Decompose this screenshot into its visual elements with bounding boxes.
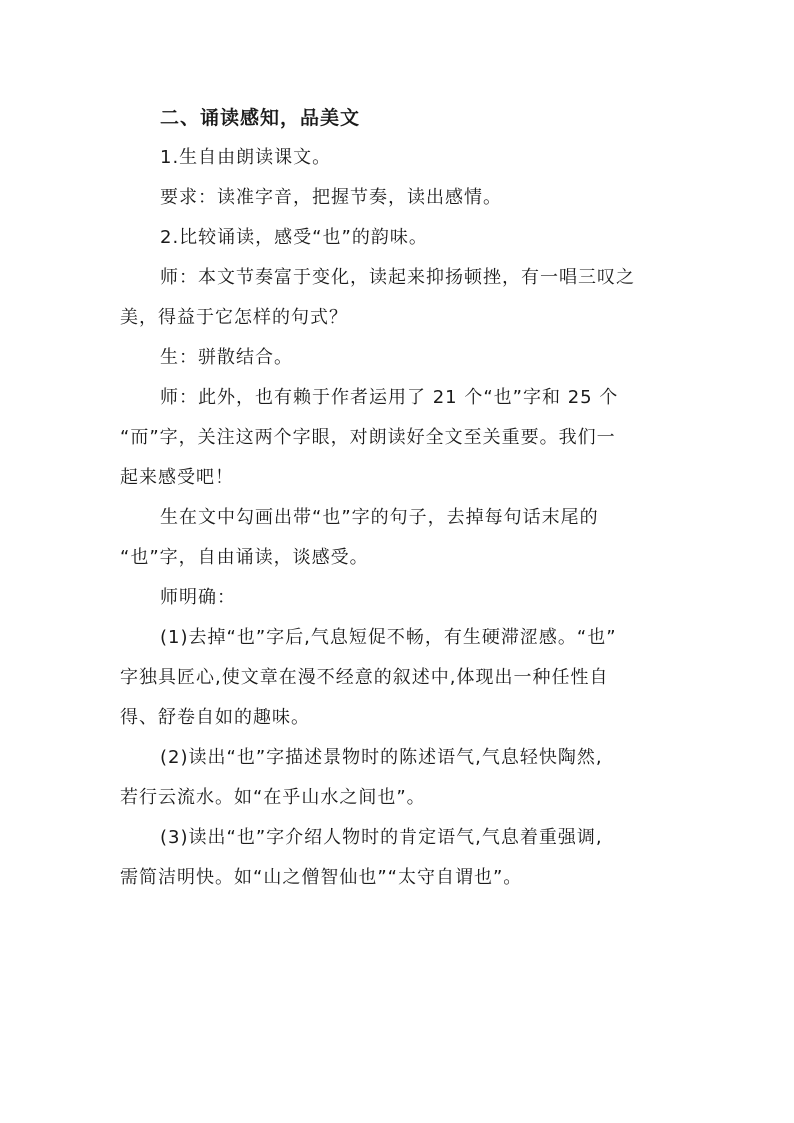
paragraph-teacher-remark <box>120 378 680 498</box>
text-line: 字独具匠心,使文章在漫不经意的叙述中,体现出一种任性自 <box>120 667 609 688</box>
paragraph-teacher-clarify <box>120 578 680 618</box>
text-line: 得、舒卷自如的趣味。 <box>120 707 310 728</box>
paragraph-activity <box>120 498 680 578</box>
section-heading: 二、诵读感知，品美文 <box>160 107 361 129</box>
paragraph-student-answer <box>120 338 680 378</box>
paragraph-point-2 <box>120 738 680 818</box>
paragraph-point-1 <box>120 618 680 738</box>
text-line: 师明确： <box>160 587 236 608</box>
paragraph-point-3 <box>120 818 680 898</box>
document-body <box>120 98 680 898</box>
text-line: (2)读出“也”字描述景物时的陈述语气,气息轻快陶然, <box>160 747 603 768</box>
paragraph-item1 <box>120 138 680 178</box>
text-line: “也”字，自由诵读，谈感受。 <box>120 547 369 568</box>
text-line: 生：骈散结合。 <box>160 347 293 368</box>
text-line: 师：此外，也有赖于作者运用了 21 个“也”字和 25 个 <box>160 387 619 408</box>
text-line: 若行云流水。如“在乎山水之间也”。 <box>120 787 426 808</box>
text-line: 1.生自由朗读课文。 <box>160 147 332 168</box>
text-line: 师：本文节奏富于变化，读起来抑扬顿挫，有一唱三叹之 <box>160 267 635 288</box>
text-line: (3)读出“也”字介绍人物时的肯定语气,气息着重强调, <box>160 827 603 848</box>
text-line: 生在文中勾画出带“也”字的句子，去掉每句话末尾的 <box>160 507 599 528</box>
text-line: 起来感受吧！ <box>120 467 234 488</box>
text-line: 2.比较诵读，感受“也”的韵味。 <box>160 227 428 248</box>
text-line: 需简洁明快。如“山之僧智仙也”“太守自谓也”。 <box>120 867 523 888</box>
paragraph-requirement <box>120 178 680 218</box>
text-line: “而”字，关注这两个字眼，对朗读好全文至关重要。我们一 <box>120 427 616 448</box>
text-line: 要求：读准字音，把握节奏，读出感情。 <box>160 187 502 208</box>
paragraph-teacher-question <box>120 258 680 338</box>
paragraph-item2 <box>120 218 680 258</box>
text-line: 美，得益于它怎样的句式？ <box>120 307 348 328</box>
text-line: (1)去掉“也”字后,气息短促不畅，有生硬滞涩感。“也” <box>160 627 617 648</box>
